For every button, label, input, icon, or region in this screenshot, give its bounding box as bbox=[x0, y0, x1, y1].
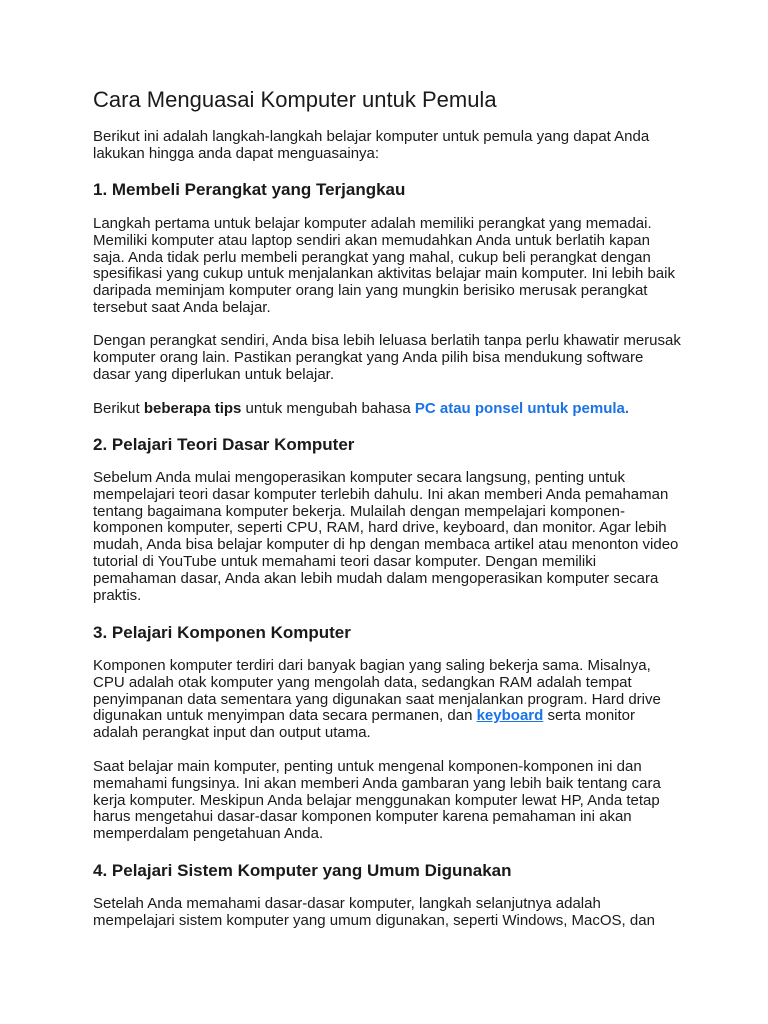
section-4-paragraph-1: Setelah Anda memahami dasar-dasar komputer, langkah selanjutnya adalah mempelajari sistem komputer yang umum digunakan, seperti Windows, MacOS, dan bbox=[93, 895, 655, 929]
pc-ponsel-link[interactable]: PC atau ponsel untuk pemula. bbox=[414, 400, 630, 417]
components-text-pre: Komponen komputer terdiri dari banyak bagian yang saling bekerja sama. Misalnya, CPU adalah otak komputer yang mengolah data, sedangkan RAM adalah tempat penyimpanan data sementara yang digunakan saat menjalankan program. Hard drive digunakan untuk menyimpan data secara permanen, dan bbox=[93, 657, 661, 725]
tips-text-mid: untuk mengubah bahasa bbox=[241, 400, 415, 417]
section-3-heading: 3. Pelajari Komponen Komputer bbox=[93, 623, 351, 642]
section-3-paragraph-1 bbox=[93, 658, 683, 742]
tips-text-pre: Berikut bbox=[93, 400, 144, 417]
section-1-paragraph-2: Dengan perangkat sendiri, Anda bisa lebih leluasa berlatih tanpa perlu khawatir merusak komputer orang lain. Pastikan perangkat yang Anda pilih bisa mendukung software dasar yang diperlukan untuk belajar. bbox=[93, 332, 681, 383]
components-text-post: serta monitor adalah perangkat input dan output utama. bbox=[93, 707, 635, 742]
section-2-heading: 2. Pelajari Teori Dasar Komputer bbox=[93, 435, 355, 454]
section-3-paragraph-2: Saat belajar main komputer, penting untuk mengenal komponen-komponen ini dan memahami fungsinya. Ini akan memberi Anda gambaran yang lebih baik tentang cara kerja komputer. Meskipun Anda belajar menggunakan komputer lewat HP, Anda tetap harus mengetahui dasar-dasar komponen komputer karena pemahaman ini akan memperdalam pengetahuan Anda. bbox=[93, 758, 661, 843]
section-2-paragraph-1: Sebelum Anda mulai mengoperasikan komputer secara langsung, penting untuk mempelajari teori dasar komputer terlebih dahulu. Ini akan memberi Anda pemahaman tentang bagaimana komputer bekerja. Mulailah dengan mempelajari komponen-komponen komputer, seperti CPU, RAM, hard drive, keyboard, dan monitor. Agar lebih mudah, Anda bisa belajar komputer di hp dengan membaca artikel atau menonton video tutorial di YouTube untuk memahami teori dasar komputer. Dengan memiliki pemahaman dasar, Anda akan lebih mudah dalam mengoperasikan komputer secara praktis. bbox=[93, 469, 679, 604]
section-1-paragraph-1: Langkah pertama untuk belajar komputer adalah memiliki perangkat yang memadai. Memiliki komputer atau laptop sendiri akan memudahkan Anda untuk berlatih kapan saja. Anda tidak perlu membeli perangkat yang mahal, cukup beli perangkat dengan spesifikasi yang cukup untuk menjalankan aktivitas belajar main komputer. Ini lebih baik daripada meminjam komputer orang lain yang mungkin berisiko merusak perangkat tersebut saat Anda belajar. bbox=[93, 215, 675, 316]
section-4-heading: 4. Pelajari Sistem Komputer yang Umum Digunakan bbox=[93, 861, 512, 880]
intro-paragraph: Berikut ini adalah langkah-langkah belajar komputer untuk pemula yang dapat Anda lakukan hingga anda dapat menguasainya: bbox=[93, 128, 650, 162]
section-1-paragraph-3 bbox=[93, 401, 683, 418]
tips-text-bold: beberapa tips bbox=[143, 400, 242, 417]
keyboard-link[interactable]: keyboard bbox=[476, 707, 544, 725]
section-1-heading: 1. Membeli Perangkat yang Terjangkau bbox=[93, 180, 406, 199]
page-title: Cara Menguasai Komputer untuk Pemula bbox=[93, 87, 497, 112]
